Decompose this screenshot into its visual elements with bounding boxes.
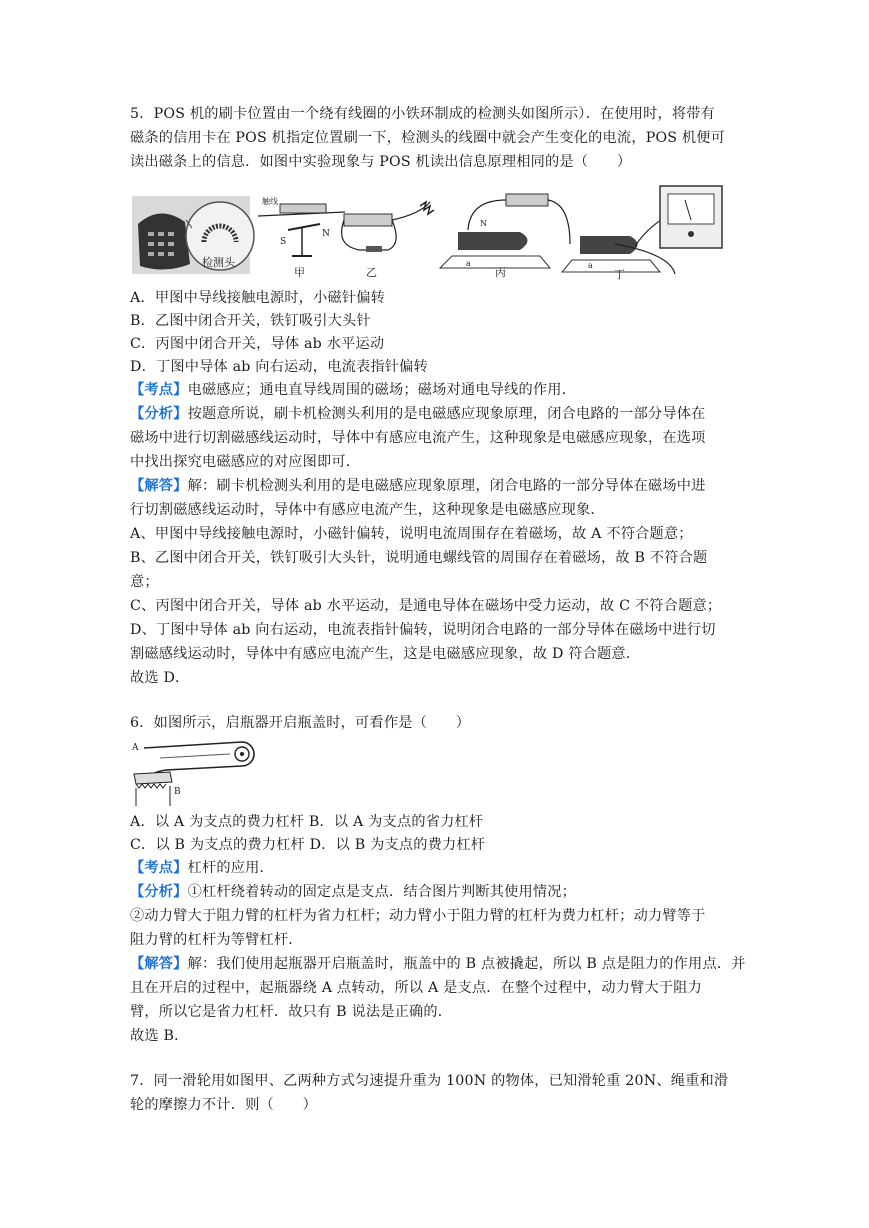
jia-label: 甲: [294, 266, 305, 279]
q6-options-line-2: C．以 B 为支点的费力杠杆 D．以 B 为支点的费力杠杆: [130, 837, 486, 853]
q5-option-d: D．丁图中导体 ab 向右运动，电流表指针偏转: [130, 359, 428, 375]
q6-jieda-line-1: 解：我们使用起瓶器开启瓶盖时，瓶盖中的 B 点被撬起，所以 B 点是阻力的作用点．并: [187, 956, 746, 972]
q5-fenxi-line-3: 中找出探究电磁感应的对应图即可．: [130, 454, 361, 470]
kaodian-tag: 【考点】: [130, 860, 188, 876]
kaodian-tag: 【考点】: [130, 382, 188, 398]
q6-kaodian: [130, 858, 274, 878]
detector-label: 检测头: [202, 256, 235, 269]
q5-stem-line-3: 读出磁条上的信息．如图中实验现象与 POS 机读出信息原理相同的是（ ）: [130, 154, 632, 170]
q6-jieda: [130, 954, 746, 974]
q5-jieda-line-5: 意；: [130, 574, 159, 590]
q5-fenxi-line-2: 磁场中进行切割磁感线运动时，导体中有感应电流产生，这种现象是电磁感应现象，在选项: [130, 430, 706, 446]
q6-options-line-1: A．以 A 为支点的费力杠杆 B．以 A 为支点的省力杠杆: [130, 814, 484, 830]
q5-fenxi: [130, 404, 706, 424]
point-a-label: A: [132, 743, 139, 753]
jieda-tag: 【解答】: [130, 956, 188, 972]
a1-label: a: [466, 259, 471, 268]
q6-fenxi: [130, 882, 576, 902]
q5-jieda-line-3: A、甲图中导线接触电源时，小磁针偏转，说明电流周围存在着磁场，故 A 不符合题意；: [130, 526, 693, 542]
q7-stem-line-2: 轮的摩擦力不计．则（ ）: [130, 1097, 318, 1113]
q6-kaodian-text: 杠杆的应用．: [187, 860, 274, 876]
q6-fenxi-line-1: ①杠杆绕着转动的固定点是支点．结合图片判断其使用情况；: [187, 884, 577, 900]
q5-jieda-line-6: C、丙图中闭合开关，导体 ab 水平运动，是通电导体在磁场中受力运动，故 C 不符合题意；: [130, 598, 722, 614]
q5-option-c: C．丙图中闭合开关，导体 ab 水平运动: [130, 336, 385, 352]
q6-fenxi-line-3: 阻力臂的杠杆为等臂杠杆．: [130, 932, 303, 948]
q5-option-a: A．甲图中导线接触电源时，小磁针偏转: [130, 290, 386, 306]
pos-device-illustration: [132, 196, 254, 274]
q6-figure: [130, 738, 270, 806]
q5-kaodian: [130, 380, 576, 400]
a2-label: a: [588, 261, 593, 270]
q5-jieda-line-1: 解：刷卡机检测头利用的是电磁感应现象原理，闭合电路的一部分导体在磁场中进: [187, 478, 706, 494]
q5-fenxi-line-1: 按题意所说，刷卡机检测头利用的是电磁感应现象原理，闭合电路的一部分导体在: [187, 406, 706, 422]
fenxi-tag: 【分析】: [130, 406, 188, 422]
point-b-label: B: [174, 787, 181, 797]
q5-jieda-line-8: 割磁感线运动时，导体中有感应电流产生，这是电磁感应现象，故 D 符合题意．: [130, 646, 641, 662]
fenxi-tag: 【分析】: [130, 884, 188, 900]
q6-fenxi-line-2: ②动力臂大于阻力臂的杠杆为省力杠杆；动力臂小于阻力臂的杠杆为费力杠杆；动力臂等于: [130, 908, 706, 924]
q5-figure-drawing: [130, 184, 730, 280]
fig-ding-induction: [562, 186, 722, 280]
bing-label: 丙: [495, 266, 506, 279]
jieda-tag: 【解答】: [130, 478, 188, 494]
q6-jieda-line-2: 且在开启的过程中，起瓶器绕 A 点转动，所以 A 是支点．在整个过程中，动力臂大于阻力: [130, 980, 703, 996]
q7-stem-line-1: 7．同一滑轮用如图甲、乙两种方式匀速提升重为 100N 的物体，已知滑轮重 20N、绳重和滑: [130, 1073, 729, 1089]
fig-jia-compass-wire: [258, 196, 345, 279]
s-pole-label: S: [280, 237, 287, 247]
q6-jieda-line-4: 故选 B．: [130, 1028, 189, 1044]
touch-label: 触线: [262, 197, 278, 206]
ding-label: 丁: [614, 268, 625, 280]
q5-figure: [130, 184, 730, 280]
q5-stem-line-2: 磁条的信用卡在 POS 机指定位置刷一下，检测头的线圈中就会产生变化的电流，POS 机便可: [130, 130, 726, 146]
q5-jieda-line-7: D、丁图中导体 ab 向右运动，电流表指针偏转，说明闭合电路的一部分导体在磁场中进行切: [130, 622, 716, 638]
fig-yi-electromagnet: [342, 202, 434, 279]
q5-jieda-line-4: B、乙图中闭合开关，铁钉吸引大头针，说明通电螺线管的周围存在着磁场，故 B 不符合题: [130, 550, 708, 566]
q5-stem-line-1: 5．POS 机的刷卡位置由一个绕有线圈的小铁环制成的检测头如图所示）．在使用时，将带有: [130, 106, 716, 122]
fig-bing-motor-principle: [440, 194, 570, 279]
q5-jieda: [130, 476, 706, 496]
q5-jieda-line-9: 故选 D．: [130, 670, 190, 686]
q6-jieda-line-3: 臂，所以它是省力杠杆．故只有 B 说法是正确的．: [130, 1004, 453, 1020]
q5-jieda-line-2: 行切割磁感线运动时，导体中有感应电流产生，这种现象是电磁感应现象．: [130, 502, 605, 518]
bottle-opener-drawing: [130, 738, 270, 806]
q5-option-b: B．乙图中闭合开关，铁钉吸引大头针: [130, 313, 371, 329]
q5-kaodian-text: 电磁感应；通电直导线周围的磁场；磁场对通电导线的作用．: [187, 382, 577, 398]
n-pole-label: N: [322, 229, 330, 239]
q6-stem: 6．如图所示，启瓶器开启瓶盖时，可看作是（ ）: [130, 715, 471, 731]
yi-label: 乙: [366, 266, 377, 279]
n2-label: N: [480, 219, 487, 228]
